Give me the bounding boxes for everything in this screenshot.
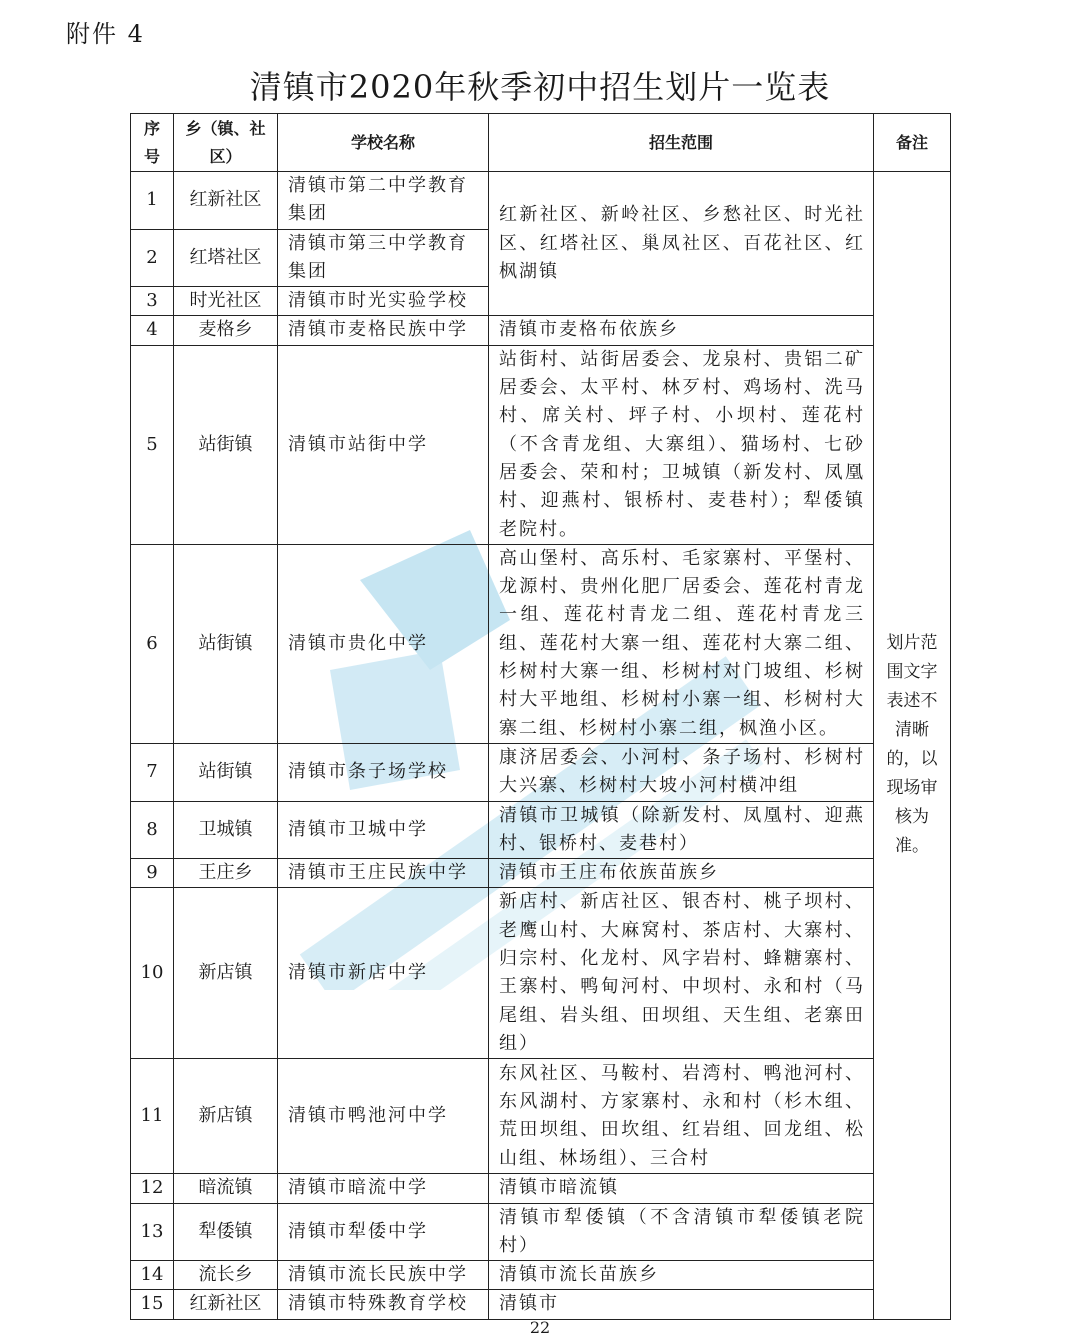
row-range: 清镇市流长苗族乡 [489,1261,874,1290]
row-number: 2 [131,229,174,287]
row-number: 12 [131,1174,174,1203]
table-row [131,1174,951,1203]
row-range: 清镇市暗流镇 [489,1174,874,1203]
row-township: 红新社区 [174,172,278,230]
table-row [131,1290,951,1319]
row-township: 犁倭镇 [174,1203,278,1261]
header-school: 学校名称 [278,114,489,172]
row-school: 清镇市站街中学 [278,345,489,544]
table-row [131,172,951,230]
row-range: 红新社区、新岭社区、乡愁社区、时光社区、红塔社区、巢凤社区、百花社区、红枫湖镇 [489,172,874,316]
header-row [131,114,951,172]
note-cell: 划片范围文字表述不清晰的，以现场审核为准。 [874,172,951,1320]
row-school: 清镇市卫城中学 [278,801,489,859]
header-range: 招生范围 [489,114,874,172]
row-school: 清镇市鸭池河中学 [278,1059,489,1174]
row-township: 站街镇 [174,544,278,743]
row-number: 7 [131,743,174,801]
row-school: 清镇市犁倭中学 [278,1203,489,1261]
row-school: 清镇市第二中学教育集团 [278,172,489,230]
row-school: 清镇市特殊教育学校 [278,1290,489,1319]
row-school: 清镇市流长民族中学 [278,1261,489,1290]
enrollment-table [130,113,951,1320]
row-township: 卫城镇 [174,801,278,859]
row-township: 王庄乡 [174,859,278,888]
table-row [131,743,951,801]
annex-label: 附件 4 [66,20,145,48]
row-school: 清镇市新店中学 [278,888,489,1059]
table-row [131,1261,951,1290]
row-school: 清镇市贵化中学 [278,544,489,743]
table-row [131,859,951,888]
table-row [131,345,951,544]
row-range: 新店村、新店社区、银杏村、桃子坝村、老鹰山村、大麻窝村、茶店村、大寨村、归宗村、化龙村、风字岩村、蜂糖寨村、王寨村、鸭甸河村、中坝村、永和村（马尾组、岩头组、田坝组、天生组、老寨田组） [489,888,874,1059]
row-number: 3 [131,287,174,316]
row-number: 13 [131,1203,174,1261]
row-range: 高山堡村、高乐村、毛家寨村、平堡村、龙源村、贵州化肥厂居委会、莲花村青龙一组、莲花村青龙二组、莲花村青龙三组、莲花村大寨一组、莲花村大寨二组、杉树村大寨一组、杉树村对门坡组、杉树村大平地组、杉树村小寨一组、杉树村大寨二组、杉树村小寨二组，枫渔小区。 [489,544,874,743]
row-number: 8 [131,801,174,859]
row-number: 14 [131,1261,174,1290]
row-range: 站街村、站街居委会、龙泉村、贵铝二矿居委会、太平村、林歹村、鸡场村、洗马村、席关村、坪子村、小坝村、莲花村（不含青龙组、大寨组）、猫场村、七砂居委会、荣和村；卫城镇（新发村、凤凰村、迎燕村、银桥村、麦巷村）；犁倭镇老院村。 [489,345,874,544]
page-number: 22 [529,1318,551,1337]
row-township: 流长乡 [174,1261,278,1290]
row-range: 康济居委会、小河村、条子场村、杉树村大兴寨、杉树村大坡小河村横冲组 [489,743,874,801]
row-number: 1 [131,172,174,230]
row-number: 4 [131,316,174,345]
row-school: 清镇市暗流中学 [278,1174,489,1203]
page-title: 清镇市2020年秋季初中招生划片一览表 [249,68,831,106]
row-number: 15 [131,1290,174,1319]
row-school: 清镇市第三中学教育集团 [278,229,489,287]
row-range: 清镇市 [489,1290,874,1319]
row-range: 清镇市麦格布依族乡 [489,316,874,345]
table-row [131,316,951,345]
row-range: 清镇市王庄布依族苗族乡 [489,859,874,888]
table-row [131,888,951,1059]
header-township: 乡（镇、社区） [174,114,278,172]
table-row [131,1059,951,1174]
row-township: 站街镇 [174,743,278,801]
row-number: 9 [131,859,174,888]
row-school: 清镇市条子场学校 [278,743,489,801]
row-township: 麦格乡 [174,316,278,345]
row-school: 清镇市时光实验学校 [278,287,489,316]
row-number: 6 [131,544,174,743]
header-index: 序号 [131,114,174,172]
row-number: 11 [131,1059,174,1174]
row-school: 清镇市麦格民族中学 [278,316,489,345]
row-range: 清镇市犁倭镇（不含清镇市犁倭镇老院村） [489,1203,874,1261]
row-township: 时光社区 [174,287,278,316]
row-township: 新店镇 [174,888,278,1059]
table-row [131,801,951,859]
row-range: 清镇市卫城镇（除新发村、凤凰村、迎燕村、银桥村、麦巷村） [489,801,874,859]
row-number: 10 [131,888,174,1059]
table-row [131,1203,951,1261]
row-number: 5 [131,345,174,544]
row-range: 东风社区、马鞍村、岩湾村、鸭池河村、东风湖村、方家寨村、永和村（杉木组、荒田坝组、田坎组、红岩组、回龙组、松山组、林场组）、三合村 [489,1059,874,1174]
table-row [131,544,951,743]
row-township: 暗流镇 [174,1174,278,1203]
row-township: 红塔社区 [174,229,278,287]
header-note: 备注 [874,114,951,172]
row-township: 站街镇 [174,345,278,544]
row-township: 红新社区 [174,1290,278,1319]
row-school: 清镇市王庄民族中学 [278,859,489,888]
row-township: 新店镇 [174,1059,278,1174]
